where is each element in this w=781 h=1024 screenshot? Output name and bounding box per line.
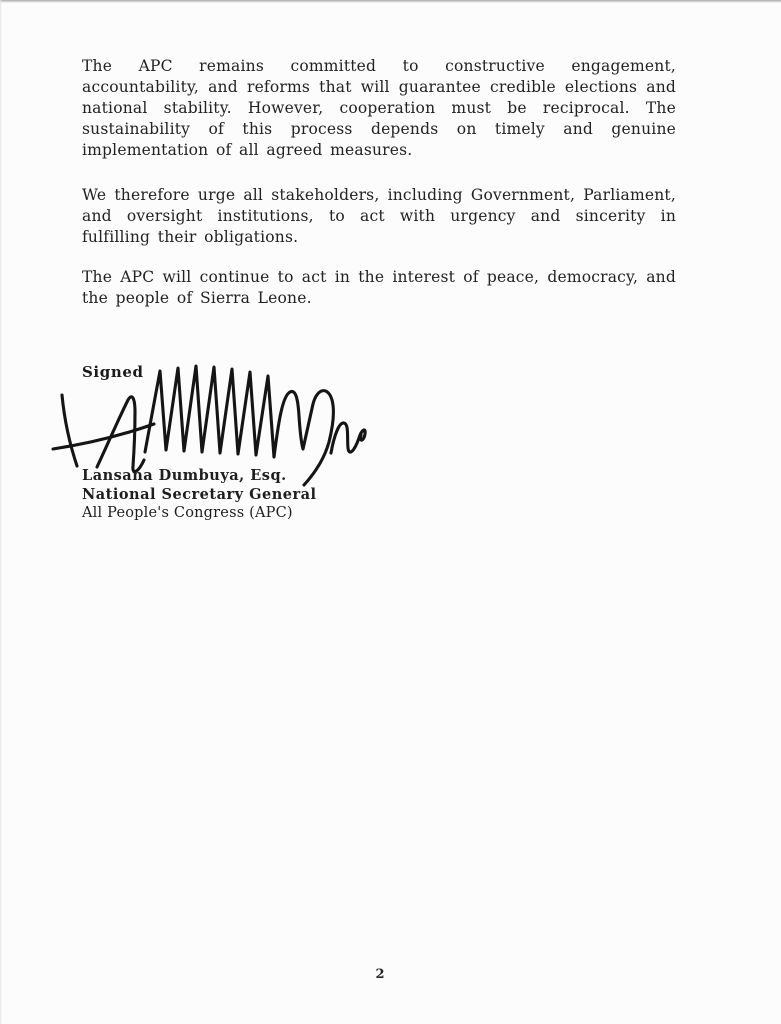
signatory-organization: All People's Congress (APC) — [82, 505, 293, 521]
signatory-block — [82, 467, 317, 523]
paragraph-commitment: The APC remains committed to constructive engagement, accountability, and reforms that will guarantee credible elections and national stability. However, cooperation must be reciprocal. The sustainability of this process depends on timely and genuine implementation of all agreed measures. — [82, 57, 676, 159]
signed-label: Signed — [82, 363, 144, 381]
paragraph-continue: The APC will continue to act in the interest of peace, democracy, and the people of Sierra Leone. — [82, 268, 676, 307]
letter-body — [82, 0, 676, 381]
page-left-edge — [0, 0, 2, 1024]
signatory-name: Lansana Dumbuya, Esq. — [82, 467, 287, 484]
paragraph-urge-stakeholders: We therefore urge all stakeholders, including Government, Parliament, and oversight institutions, to act with urgency and sincerity in fulfilling their obligations. — [82, 186, 676, 246]
page-number: 2 — [375, 967, 385, 982]
signatory-title: National Secretary General — [82, 485, 317, 503]
